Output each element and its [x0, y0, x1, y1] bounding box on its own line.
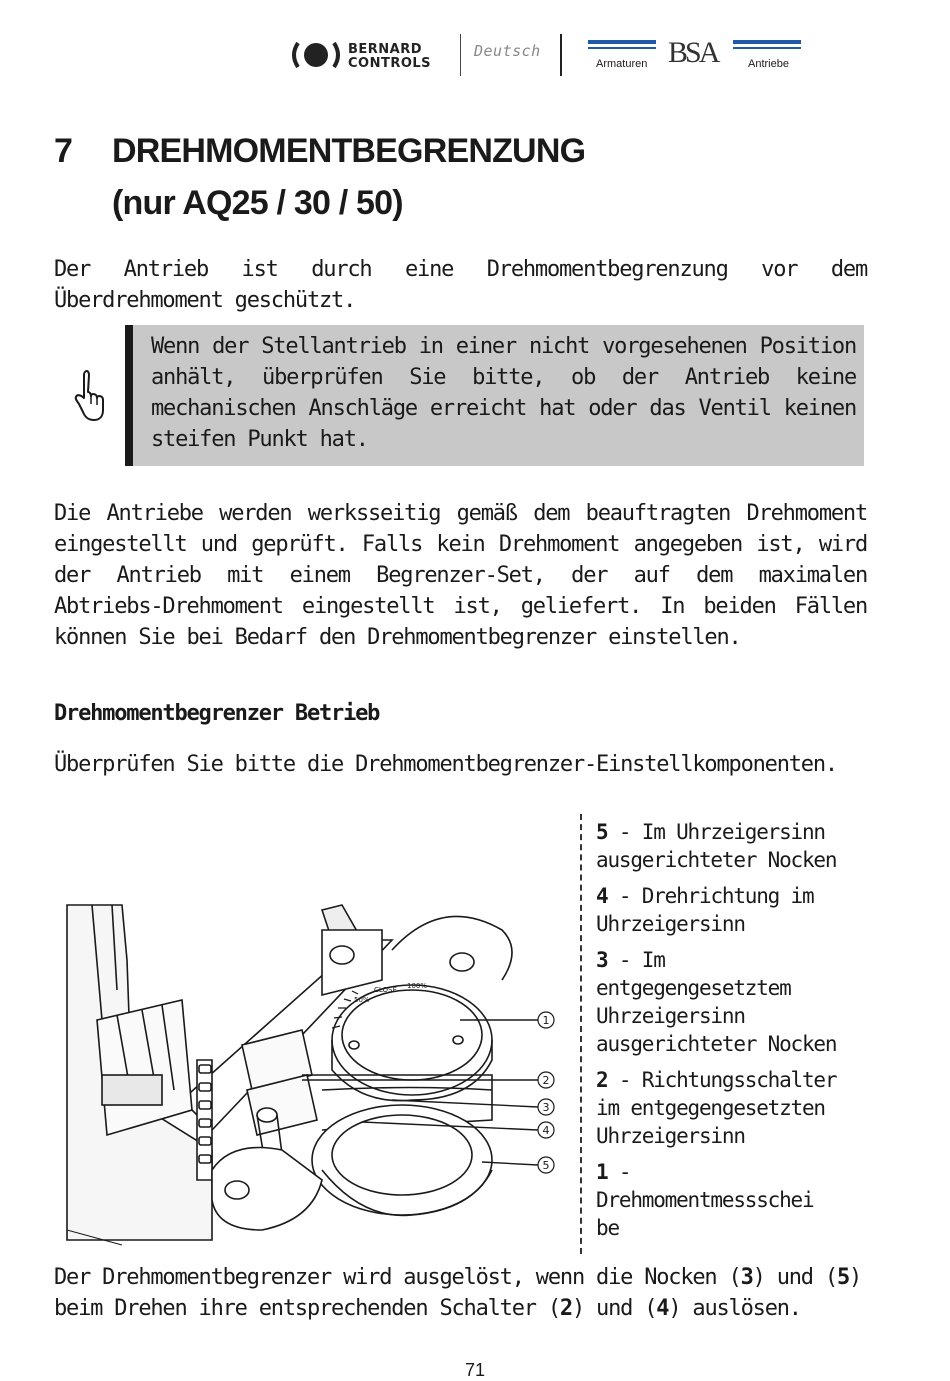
- intro-paragraph: Der Antrieb ist durch eine Drehmomentbegrenzung vor dem Überdrehmoment geschützt.: [54, 257, 867, 313]
- legend-num: 3: [596, 948, 608, 972]
- page-header: [0, 30, 950, 80]
- legend-num: 1: [596, 1160, 608, 1184]
- brand-name: [348, 43, 431, 71]
- language-label: Deutsch: [474, 42, 541, 60]
- instruction-paragraph: Überprüfen Sie bitte die Drehmomentbegrenzer-Einstellkomponenten.: [54, 752, 837, 777]
- brand-line2: CONTROLS: [348, 56, 432, 71]
- callout-2: 2: [542, 1074, 550, 1087]
- ref-number: 2: [559, 1296, 572, 1321]
- callout-1: 1: [542, 1014, 550, 1027]
- figure-legend: [596, 818, 846, 1250]
- legend-item: [596, 818, 846, 874]
- legend-item: [596, 882, 846, 938]
- callout-5: 5: [542, 1159, 550, 1172]
- section-title-line2: (nur AQ25 / 30 / 50): [112, 184, 403, 222]
- dial-label-50: 50%: [354, 996, 370, 1004]
- section-number: 7: [54, 132, 73, 170]
- legend-divider: [580, 814, 582, 1254]
- legend-text: - Drehmomentmessschei be: [596, 1160, 814, 1240]
- legend-text: - Drehrichtung im Uhrzeigersinn: [596, 884, 814, 936]
- ref-number: 4: [656, 1296, 669, 1321]
- legend-num: 5: [596, 820, 608, 844]
- legend-text: - Im Uhrzeigersinn ausgerichteter Nocken: [596, 820, 837, 872]
- closing-text: ) beim Drehen ihre entsprechenden Schalter (: [54, 1265, 862, 1321]
- ref-number: 5: [836, 1265, 849, 1290]
- closing-text: ) und (: [752, 1265, 837, 1290]
- note-text: Wenn der Stellantrieb in einer nicht vorgesehenen Position anhält, überprüfen Sie bitte, ob der Antrieb keine mechanischen Anschläge erreicht hat oder das Ventil keinen steifen Punkt hat.: [151, 334, 856, 452]
- callout-4: 4: [542, 1124, 550, 1137]
- closing-paragraph: [54, 1262, 867, 1324]
- bernard-controls-logo: [290, 36, 445, 74]
- note-box: [125, 325, 864, 466]
- bsa-bar: [733, 47, 801, 49]
- legend-num: 2: [596, 1068, 608, 1092]
- closing-text: Der Drehmomentbegrenzer wird ausgelöst, wenn die Nocken (: [54, 1265, 741, 1290]
- page-number: 71: [464, 1360, 486, 1380]
- dial-label-close: CLOSE: [374, 986, 397, 994]
- brand-line1: BERNARD: [348, 42, 423, 57]
- bsa-right-label: Antriebe: [748, 58, 789, 70]
- legend-text: - Im entgegengesetztem Uhrzeigersinn ausgerichteter Nocken: [596, 948, 837, 1056]
- header-divider: [460, 34, 461, 76]
- legend-text: - Richtungsschalter im entgegengesetzten Uhrzeigersinn: [596, 1068, 837, 1148]
- bsa-bar: [733, 40, 801, 44]
- legend-item: [596, 1066, 846, 1150]
- bsa-left-label: Armaturen: [596, 58, 648, 70]
- pointing-hand-icon: [72, 368, 106, 424]
- ref-number: 3: [740, 1265, 753, 1290]
- body-paragraph: Die Antriebe werden werksseitig gemäß dem beauftragten Drehmoment eingestellt und geprüft. Falls kein Drehmoment angegeben ist, wird der Antrieb mit einem Begrenzer-Set, der auf dem maximalen Abtriebs-Drehmoment eingestellt ist, geliefert. In beiden Fällen können Sie bei Bedarf den Drehmomentbegrenzer einstellen.: [54, 501, 867, 650]
- bernard-controls-mark-icon: [290, 40, 342, 70]
- legend-item: [596, 1158, 846, 1242]
- bsa-logo: [588, 36, 803, 74]
- bsa-bar: [588, 47, 656, 49]
- legend-item: [596, 946, 846, 1058]
- closing-text: ) auslösen.: [668, 1296, 801, 1321]
- header-divider-bold: [560, 34, 562, 76]
- bsa-bar: [588, 40, 656, 44]
- torque-limiter-diagram: [62, 900, 572, 1250]
- bsa-mark: BSA: [668, 36, 718, 69]
- dial-label-100: 100%: [407, 982, 428, 990]
- section-title-line1: DREHMOMENTBEGRENZUNG: [112, 132, 586, 170]
- legend-num: 4: [596, 884, 608, 908]
- callout-3: 3: [542, 1101, 550, 1114]
- subheading: Drehmomentbegrenzer Betrieb: [54, 701, 380, 726]
- section-title: [54, 125, 585, 229]
- closing-text: ) und (: [571, 1296, 657, 1321]
